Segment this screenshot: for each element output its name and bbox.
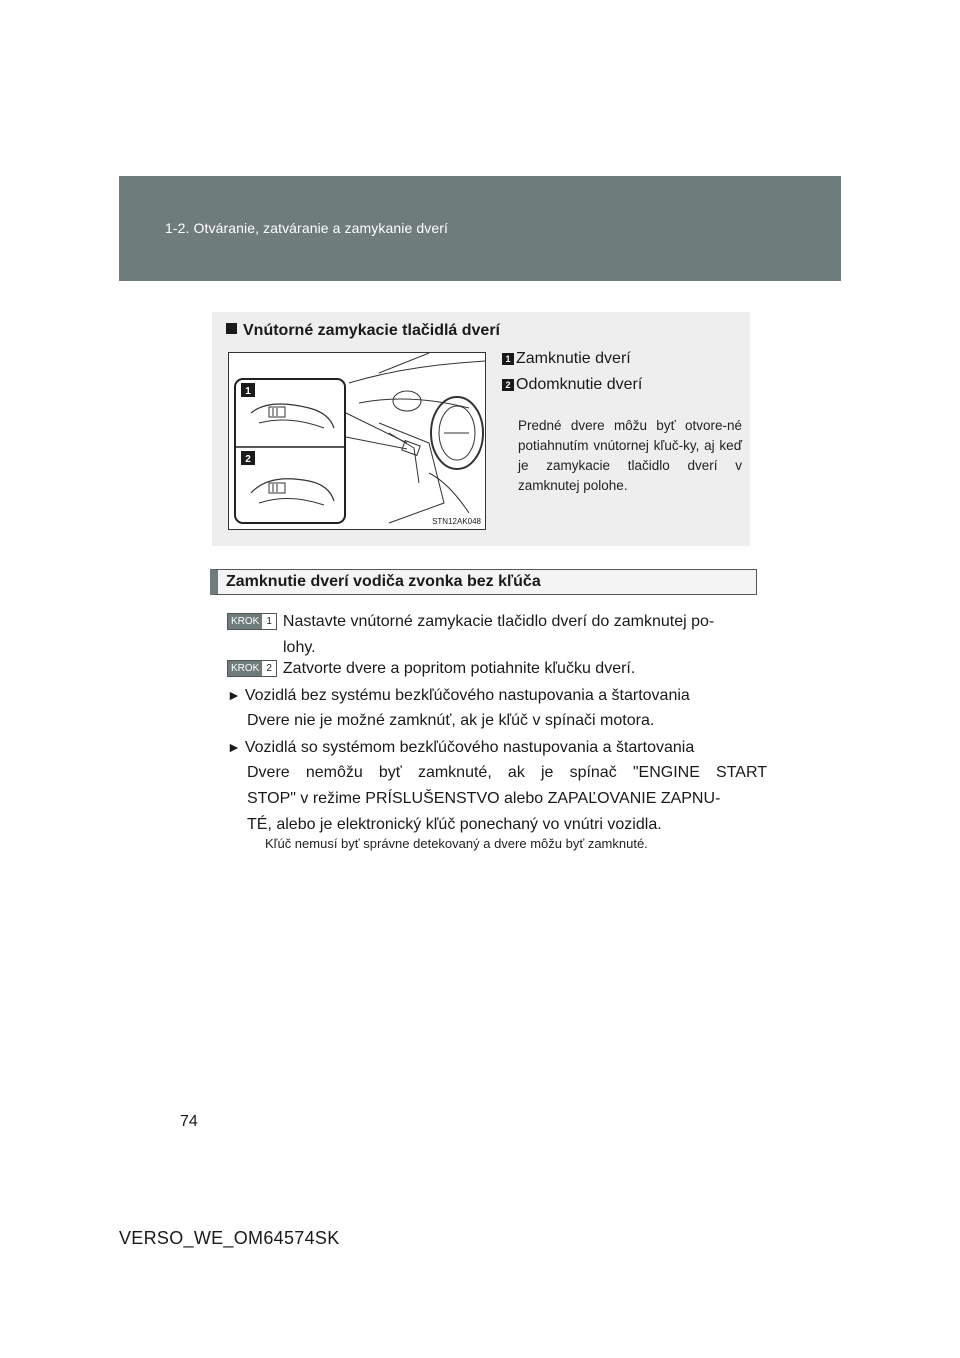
step-badge <box>227 660 277 677</box>
step-badge-word: KROK <box>228 614 262 629</box>
legend <box>502 350 742 496</box>
svg-text:2: 2 <box>245 454 251 465</box>
number-badge: 2 <box>502 379 514 391</box>
step-text: Nastavte vnútorné zamykacie tlačidlo dverí do zamknutej po- <box>282 613 715 630</box>
step-badge-number: 2 <box>262 661 276 676</box>
step-badge-word: KROK <box>228 661 262 676</box>
door-lock-illustration <box>228 352 486 530</box>
step-1 <box>227 609 747 661</box>
variant-heading-text: Vozidlá so systémom bezkľúčového nastupovania a štartovania <box>244 739 695 756</box>
variant-2-line-3: TÉ, alebo je elektronický kľúč ponechaný vo vnútri vozidla. <box>247 816 662 833</box>
legend-label: Odomknutie dverí <box>516 376 643 393</box>
car-interior-drawing <box>229 353 485 529</box>
variant-1-heading <box>227 682 747 709</box>
step-text-cont: lohy. <box>283 639 316 656</box>
variant-2-line-2: STOP" v režime PRÍSLUŠENSTVO alebo ZAPAĽOVANIE ZAPNU- <box>247 790 721 807</box>
triangle-arrow-icon: ► <box>227 687 241 703</box>
section-breadcrumb: 1-2. Otváranie, zatváranie a zamykanie dverí <box>165 220 448 236</box>
step-badge <box>227 613 277 630</box>
info-box <box>212 312 750 546</box>
header-band <box>119 176 841 281</box>
info-heading-text: Vnútorné zamykacie tlačidlá dverí <box>243 322 500 339</box>
section-title: Zamknutie dverí vodiča zvonka bez kľúča <box>210 569 757 595</box>
triangle-arrow-icon: ► <box>227 739 241 755</box>
square-bullet-icon <box>226 323 237 334</box>
document-code: VERSO_WE_OM64574SK <box>119 1228 340 1248</box>
step-badge-number: 1 <box>262 614 276 629</box>
legend-label: Zamknutie dverí <box>516 350 631 367</box>
small-note: Kľúč nemusí byť správne detekovaný a dvere môžu byť zamknuté. <box>265 836 648 851</box>
info-note: Predné dvere môžu byť otvore-né potiahnutím vnútornej kľuč-ky, aj keď je zamykacie tlačidlo dverí v zamknutej polohe. <box>518 418 742 493</box>
svg-text:1: 1 <box>245 386 251 397</box>
legend-item-lock <box>502 350 742 376</box>
variant-2-heading <box>227 734 747 761</box>
variant-1-text: Dvere nie je možné zamknúť, ak je kľúč v spínači motora. <box>247 712 655 729</box>
legend-item-unlock <box>502 376 742 402</box>
step-2 <box>227 656 747 682</box>
page-number: 74 <box>180 1113 198 1130</box>
step-text: Zatvorte dvere a popritom potiahnite kľučku dverí. <box>282 660 636 677</box>
variant-2-line-1: Dvere nemôžu byť zamknuté, ak je spínač "ENGINE START <box>247 764 767 781</box>
illustration-code: STN12AK048 <box>432 517 481 526</box>
number-badge: 1 <box>502 353 514 365</box>
variant-heading-text: Vozidlá bez systému bezkľúčového nastupovania a štartovania <box>244 687 690 704</box>
info-heading <box>226 322 500 340</box>
